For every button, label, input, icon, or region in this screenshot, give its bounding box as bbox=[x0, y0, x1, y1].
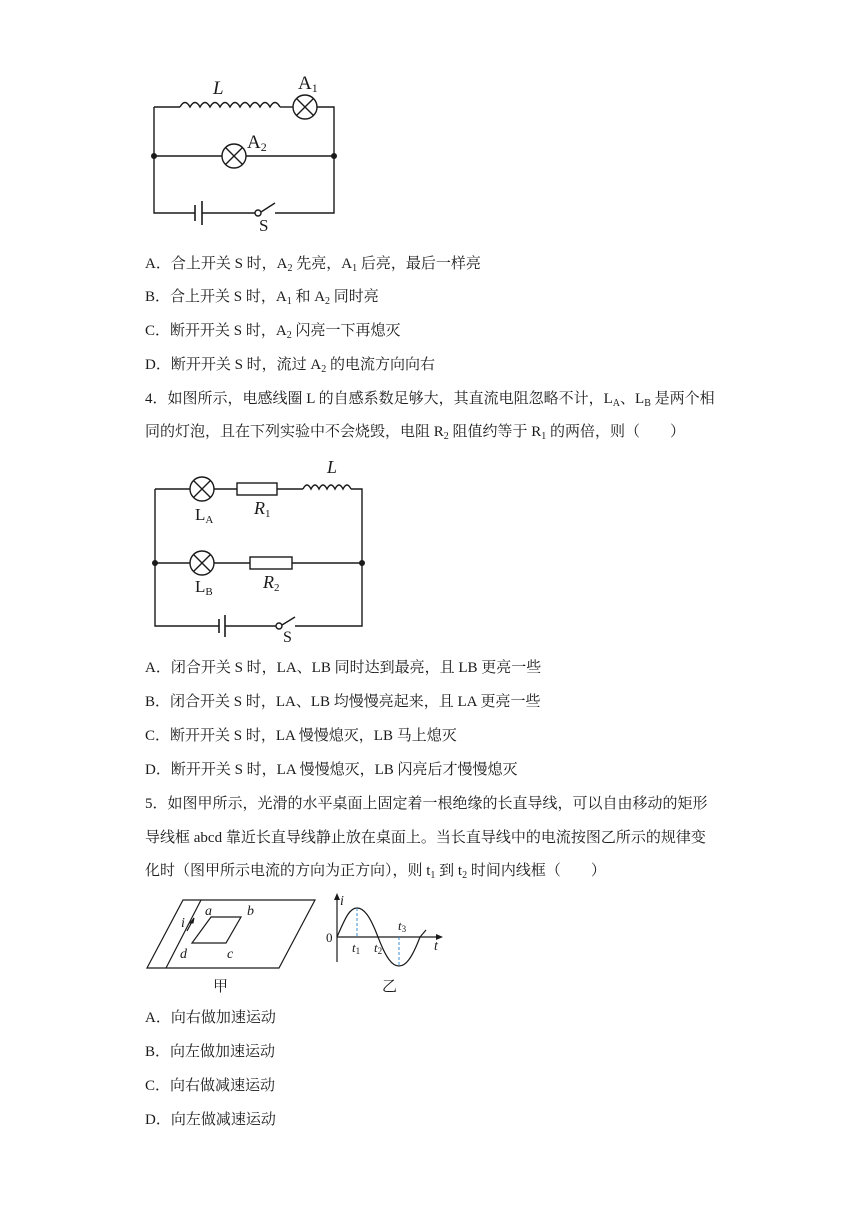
t1-label: t bbox=[352, 940, 356, 955]
figure-jia-caption: 甲 bbox=[213, 979, 229, 995]
t2-label: t bbox=[374, 940, 378, 955]
svg-text:t1: t1 bbox=[352, 940, 361, 956]
q5-stem-line3: 化时（图甲所示电流的方向为正方向），则 $t_1$ 到 $t_2$ 时间内线框（ ） bbox=[145, 863, 606, 881]
svg-text:A2: A2 bbox=[247, 132, 267, 154]
y-axis-label: i bbox=[340, 894, 344, 909]
inductor-coil-2 bbox=[303, 485, 351, 489]
wire-frame-abcd bbox=[192, 917, 241, 943]
figure-yi-caption: 乙 bbox=[382, 979, 398, 995]
svg-text:R2: R2 bbox=[263, 572, 280, 594]
q5-option-c: C．向右做减速运动 bbox=[145, 1078, 276, 1094]
corner-c: c bbox=[227, 947, 234, 962]
q5-stem-line2: 导线框 abcd 靠近长直导线静止放在桌面上。当长直导线中的电流按图乙所示的规律变 bbox=[145, 830, 706, 846]
q5-option-a: A．向右做加速运动 bbox=[145, 1010, 276, 1026]
figure-yi bbox=[322, 890, 452, 996]
q5-option-d: D．向左做减速运动 bbox=[145, 1112, 276, 1128]
resistor-r1-label: R bbox=[254, 498, 265, 518]
q3-option-c: C．断开开关 S 时，$A_2$ 闪亮一下再熄灭 bbox=[145, 323, 401, 341]
q3-option-d: D．断开开关 S 时，流过 $A_2$ 的电流方向向右 bbox=[145, 357, 436, 375]
x-axis-label: t bbox=[434, 939, 438, 954]
q4-option-b: B．闭合开关 S 时，LA、LB 均慢慢亮起来，且 LA 更亮一些 bbox=[145, 694, 541, 710]
svg-text:LA: LA bbox=[195, 505, 214, 526]
q5-stem-line1: 5．如图甲所示，光滑的水平桌面上固定着一根绝缘的长直导线，可以自由移动的矩形 bbox=[145, 796, 708, 812]
t3-label: t bbox=[398, 918, 402, 933]
q4-option-d: D．断开开关 S 时，LA 慢慢熄灭，LB 闪亮后才慢慢熄灭 bbox=[145, 762, 518, 778]
circuit-diagram-1 bbox=[140, 68, 360, 238]
svg-text:A1: A1 bbox=[298, 73, 318, 95]
switch-label: S bbox=[259, 216, 269, 235]
svg-text:LB: LB bbox=[195, 577, 213, 598]
lamp-la-label: L bbox=[195, 505, 206, 524]
resistor-r2-label: R bbox=[263, 572, 274, 592]
resistor-r1 bbox=[237, 483, 277, 495]
corner-a: a bbox=[205, 904, 212, 919]
q5-option-b: B．向左做加速运动 bbox=[145, 1044, 276, 1060]
q4-stem-line1: 4．如图所示，电感线圈 L 的自感系数足够大，其直流电阻忽略不计，$L_A$、$L_B$ 是两个相 bbox=[145, 391, 715, 409]
svg-text:t2: t2 bbox=[374, 940, 383, 956]
circuit-diagram-2 bbox=[145, 453, 375, 645]
lamp-lb-label: L bbox=[195, 577, 206, 596]
inductor-label: L bbox=[213, 78, 224, 99]
inductor-coil bbox=[180, 103, 280, 108]
svg-text:R1: R1 bbox=[254, 498, 271, 520]
resistor-r2 bbox=[250, 557, 292, 569]
q3-option-a: A．合上开关 S 时，$A_2$ 先亮，$A_1$ 后亮，最后一样亮 bbox=[145, 256, 481, 274]
svg-text:t3: t3 bbox=[398, 918, 407, 934]
origin-label: 0 bbox=[326, 930, 333, 945]
corner-d: d bbox=[180, 947, 187, 962]
q4-option-a: A．闭合开关 S 时，LA、LB 同时达到最亮，且 LB 更亮一些 bbox=[145, 660, 542, 676]
lamp-a1-label: A bbox=[298, 73, 312, 94]
current-label: i bbox=[181, 916, 185, 931]
corner-b: b bbox=[247, 904, 254, 919]
figure-jia bbox=[143, 896, 323, 996]
inductor-2-label: L bbox=[327, 457, 338, 477]
q4-stem-line2: 同的灯泡，且在下列实验中不会烧毁，电阻 $R_2$ 阻值约等于 $R_1$ 的两倍，则（ ） bbox=[145, 424, 686, 442]
switch-2-label: S bbox=[283, 629, 292, 645]
lamp-a2-label: A bbox=[247, 132, 261, 153]
q4-option-c: C．断开开关 S 时，LA 慢慢熄灭，LB 马上熄灭 bbox=[145, 728, 457, 744]
q3-option-b: B．合上开关 S 时，$A_1$ 和 $A_2$ 同时亮 bbox=[145, 289, 379, 307]
